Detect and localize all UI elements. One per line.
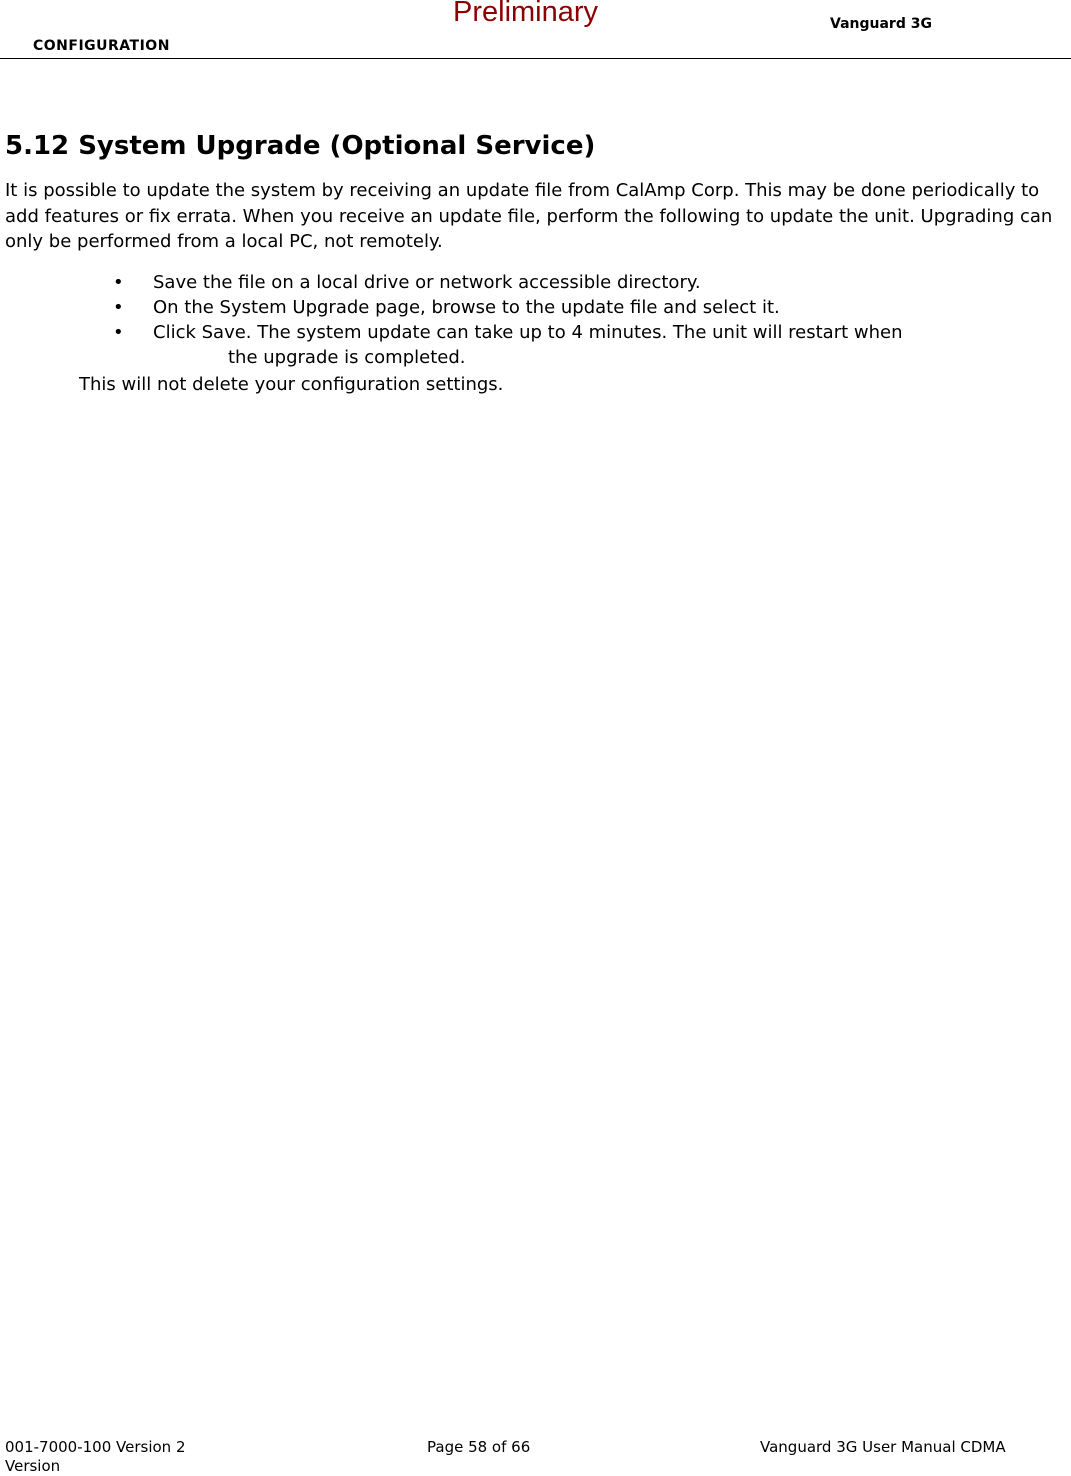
bullet-icon: • bbox=[113, 322, 124, 343]
header-divider bbox=[0, 58, 1071, 59]
preliminary-watermark: Preliminary bbox=[453, 0, 599, 28]
footer-manual-title: Vanguard 3G User Manual CDMA bbox=[760, 1438, 1006, 1456]
bullet-icon: • bbox=[113, 297, 124, 318]
footer-page-number: Page 58 of 66 bbox=[427, 1438, 531, 1456]
list-item-text: Click Save. The system update can take up to 4 minutes. The unit will restart when bbox=[153, 322, 903, 343]
intro-paragraph: It is possible to update the system by receiving an update file from CalAmp Corp. This may be done periodically to add features or fix errata. When you receive an update file, perform the following to update the unit. Upgrading can only be performed from a local PC, not remotely. bbox=[5, 180, 1053, 252]
header-product-name: Vanguard 3G bbox=[830, 16, 932, 32]
settings-note: This will not delete your configuration settings. bbox=[79, 374, 504, 395]
bullet-icon: • bbox=[113, 272, 124, 293]
section-title: 5.12 System Upgrade (Optional Service) bbox=[5, 131, 596, 161]
footer-doc-number: 001-7000-100 Version 2 bbox=[5, 1438, 186, 1456]
list-item-text: On the System Upgrade page, browse to the update file and select it. bbox=[153, 297, 780, 318]
header-section-label: CONFIGURATION bbox=[33, 38, 170, 54]
list-item-continuation: the upgrade is completed. bbox=[228, 347, 466, 368]
footer-manual-title-continued: Version bbox=[5, 1457, 61, 1475]
list-item-text: Save the file on a local drive or network accessible directory. bbox=[153, 272, 701, 293]
